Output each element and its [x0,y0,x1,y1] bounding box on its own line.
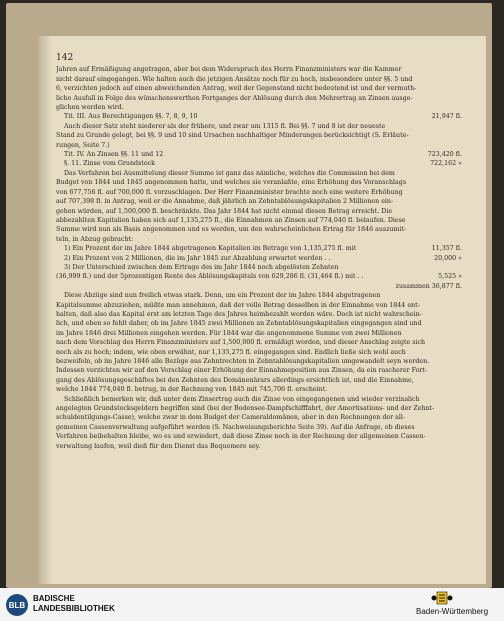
text-line: nach dem Vorschlag des Herrn Finanzministers auf 1,500,000 fl. ermäßigt worden, und dieser Anschlag zeigte sich [56,339,426,347]
intro-paragraph [56,65,462,112]
total-line: zusammen 36,877 fl. [395,282,462,290]
text-line: Jahren auf Ermäßigung angetragen, aber bei dem Widerspruch des Herrn Finanzministers war die Kammer [56,66,402,74]
closing-paragraphs [56,291,462,451]
text-line: Indessen verzichten wir auf den Vorschlag einer Erhöhung der Einnahmeposition aus Zinsen, da ein rascherer Fort- [56,367,428,375]
text-line: schuldentilgungs-Casse), welche zwar in dem Budget der Cameraldomänen, aber in den Rechnungen der all- [56,414,406,422]
deduction-item: (36,999 fl.) und der 5prozentigen Rente des Ablösungskapitals von 629,286 fl. (31,464 fl.) mit . . 5,525 » [56,273,462,281]
text-line: gehen würden, auf 1,500,000 fl. beschränkte. Das Jahr 1844 hat nicht einmal diesen Betrag erreicht. Die [56,207,393,215]
text-line: bezweifeln, ob im Jahre 1846 alle Bezüge aus Zehntrechten in Zehntablösungskapitalien umgewandelt seyn werden. [56,358,430,365]
text-line: liche Ausfall in Folge des wünschenswerthen Fortganges der Ablösung durch den Mehrertrag an Zinsen ausge- [56,94,413,102]
page-text [56,54,462,451]
text-line: auf 707,398 fl. in Antrag, weil er die Annahme, daß jährlich an Zehntablösungskapitalien 2 Millionen ein- [56,198,394,206]
tit3-heading: Tit. III. Aus Berechtigungen §§. 7, 8, 9, 10 21,947 fl. [64,113,462,121]
text-line: von 677,756 fl. auf 700,000 fl. vorzuschlagen. Der Herr Finanzminister brachte noch eine weitere Erhöhung [56,188,403,196]
text-line: nicht darauf eingegangen. Wie halten auch die jetzigen Ansätze noch für zu hoch, insbesondere unter §§. 5 und [56,75,413,83]
text-line: welche 1844 774,040 fl. betrug, in der Rechnung von 1845 mit 745,706 fl. erscheint. [56,386,328,394]
text-line: glichen werden wird. [56,104,124,112]
text-line: Diese Abzüge sind nun freilich etwas stark. Denn, um ein Prozent der im Jahre 1844 abgetragenen [64,292,381,300]
text-line: Das Verfahren bei Ausmittelung dieser Summe ist ganz das nämliche, welches die Commission bei dem [64,169,395,177]
text-line: abbezahlten Kapitalien haben sich auf 1,135,275 fl., die Einnahmen an Zinsen auf 774,040 fl. belaufen. Diese [56,216,406,224]
text-line: gang des Ablösungsgeschäftes bei den Zehnten des Domänenärars allerdings ersichtlich ist, und die Einnahme, [56,376,414,384]
gutter-shadow [38,36,52,584]
library-name-line1: BADISCHE [33,594,75,603]
blb-logo[interactable]: BLB [6,594,28,616]
text-line: Stand zu Grunde gelegt, bei §§. 9 und 10 sind Ursachen nachhaltiger Minderungen berücksichtigt (S. Erläute- [56,132,409,140]
deduction-item: 3) Der Unterschied zwischen dem Ertrage des im Jahr 1844 noch abgelösten Zehnten [64,263,339,271]
state-name: Baden-Württemberg [416,607,489,616]
text-line: im Jahre 1846 drei Millionen eingehen werden. Für 1844 war die angenommene Summe von zwei Millionen [56,329,402,337]
text-line: gemeinen Cassenverwaltung aufgeführt werden (S. Nachweisungsberichte Seite 39). Auf die Anfrage, ob dieses [56,423,415,431]
library-name-line2: LANDESBIBLIOTHEK [33,604,115,613]
text-line: Verfahren beibehalten bleibe, wo es und erwiedert, daß diese Zinse noch in der Rechnung der allgemeinen Cassen- [56,433,426,441]
text-line: Schließlich bemerken wir, daß unter dem Zinsertrag auch die Zinse von eingegangenen und wieder verzinslich [64,395,420,403]
text-line: noch als zu hoch; indem, wie oben erwähnt, nur 1,135,275 fl. eingegangen sind. Endlich ließe sich wohl auch [56,348,406,356]
library-name[interactable] [33,594,115,614]
text-line: lich, und eben so fehlt daher, ob im Jahre 1845 zwei Millionen an Zehntablösungskapitalien eingegangen sind und [56,320,422,328]
sec11-heading: §. 11. Zinse vom Grundstock 722,162 » [64,160,462,168]
text-line: angelegten Grundstocksgeldern begriffen sind (bei der Bodensee-Dampfschifffahrt, der Amortisations- und der Zehnt- [56,405,435,413]
text-line: teln, in Abzug gebracht: [56,235,134,243]
text-line: verwaltung laufen, weil dieß für den Dienst das Bequemere sey. [56,442,261,450]
text-line: halten, daß also das Kapital erst am letzten Tage des Jahres heimbezahlt worden wäre. Doch ist nicht wahrschein- [56,310,422,318]
text-line: Auch dieser Satz steht niederer als der frühere, und zwar um 1315 fl. Bei §§. 7 und 8 ist der neueste [64,122,386,130]
tit4-heading: Tit. IV. An Zinsen §§. 11 und 12 723,420 fl. [64,151,462,159]
text-line: 6, verzichten jedoch auf einen abweichenden Antrag, weil der Gegenstand nicht bedeutend ist und der vermuth- [56,85,417,93]
text-line: Kapitalsumme abzuziehen, müßte man annehmen, daß der volle Betrag desselben in der Einnahme von 1844 ent- [56,301,420,309]
page-number: 142 [56,53,74,63]
coat-of-arms-icon [430,590,454,606]
text-line: Budget von 1844 und 1845 angenommen hatte, und welches sie veranlaßte, eine Erhöhung des Voranschlags [56,179,407,187]
deduction-item: 2) Ein Prozent von 2 Millionen, die im Jahr 1845 zur Abzahlung erwartet werden . . 20,000 » [64,254,462,262]
text-line: Summe wird nun als Basis angenommen und es werden, um den wahrscheinlichen Ertrag für 1846 auszumit- [56,226,407,234]
text-line: rungen, Seite 7.) [56,141,110,149]
deduction-item: 1) Ein Prozent der im Jahre 1844 abgetragenen Kapitalien im Betrage von 1,135,275 fl. mit 11,357 fl. [64,245,462,253]
